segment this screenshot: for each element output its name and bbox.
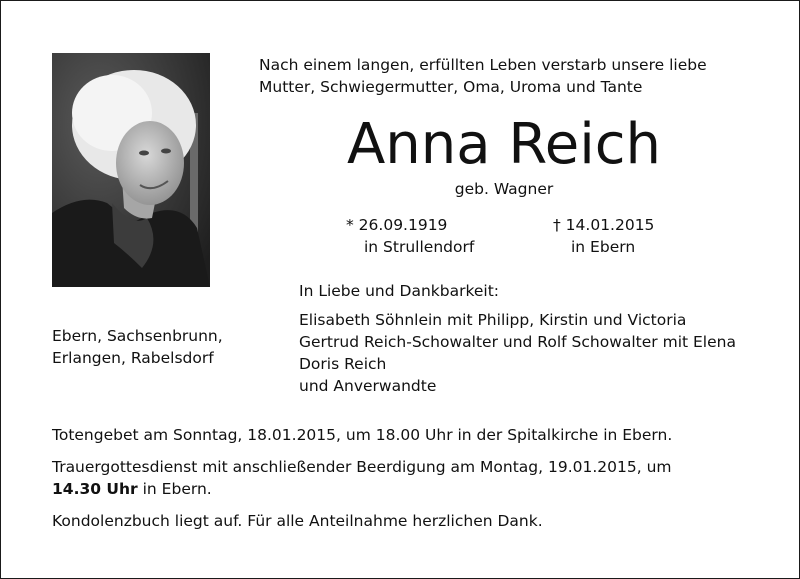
survivors-heading: In Liebe und Dankbarkeit:: [299, 282, 500, 300]
survivor-line: und Anverwandte: [299, 377, 437, 395]
towns-line-1: Ebern, Sachsenbrunn,: [52, 327, 223, 345]
prayer-notice: Totengebet am Sonntag, 18.01.2015, um 18.00 Uhr in der Spitalkirche in Ebern.: [52, 426, 673, 444]
funeral-notice: [52, 456, 749, 500]
portrait-photo-image: [52, 53, 210, 287]
survivor-line: Gertrud Reich-Schowalter und Rolf Schowalter mit Elena: [299, 333, 736, 351]
notices-block: [52, 424, 749, 542]
birth-info: [346, 214, 474, 258]
intro-line-1: Nach einem langen, erfüllten Leben verstarb unsere liebe: [259, 56, 707, 74]
portrait-photo: [52, 53, 210, 287]
condolence-notice: Kondolenzbuch liegt auf. Für alle Anteilnahme herzlichen Dank.: [52, 512, 543, 530]
survivor-line: Elisabeth Söhnlein mit Philipp, Kirstin und Victoria: [299, 311, 687, 329]
survivor-line: Doris Reich: [299, 355, 387, 373]
birth-date: * 26.09.1919: [346, 216, 448, 234]
intro-text: [259, 54, 749, 98]
funeral-notice-text: Trauergottesdienst mit anschließender Beerdigung am Montag, 19.01.2015, um: [52, 458, 672, 476]
towns-block: [52, 325, 223, 369]
death-place: in Ebern: [571, 238, 636, 256]
deceased-name: Anna Reich: [346, 112, 662, 177]
funeral-location: in Ebern.: [137, 480, 212, 498]
intro-line-2: Mutter, Schwiegermutter, Oma, Uroma und Tante: [259, 78, 643, 96]
survivors-block: [299, 280, 736, 397]
birth-place: in Strullendorf: [364, 238, 475, 256]
funeral-time: 14.30 Uhr: [52, 480, 138, 498]
maiden-name: geb. Wagner: [454, 180, 554, 198]
towns-line-2: Erlangen, Rabelsdorf: [52, 349, 214, 367]
death-info: [553, 214, 654, 258]
death-date: † 14.01.2015: [553, 216, 655, 234]
